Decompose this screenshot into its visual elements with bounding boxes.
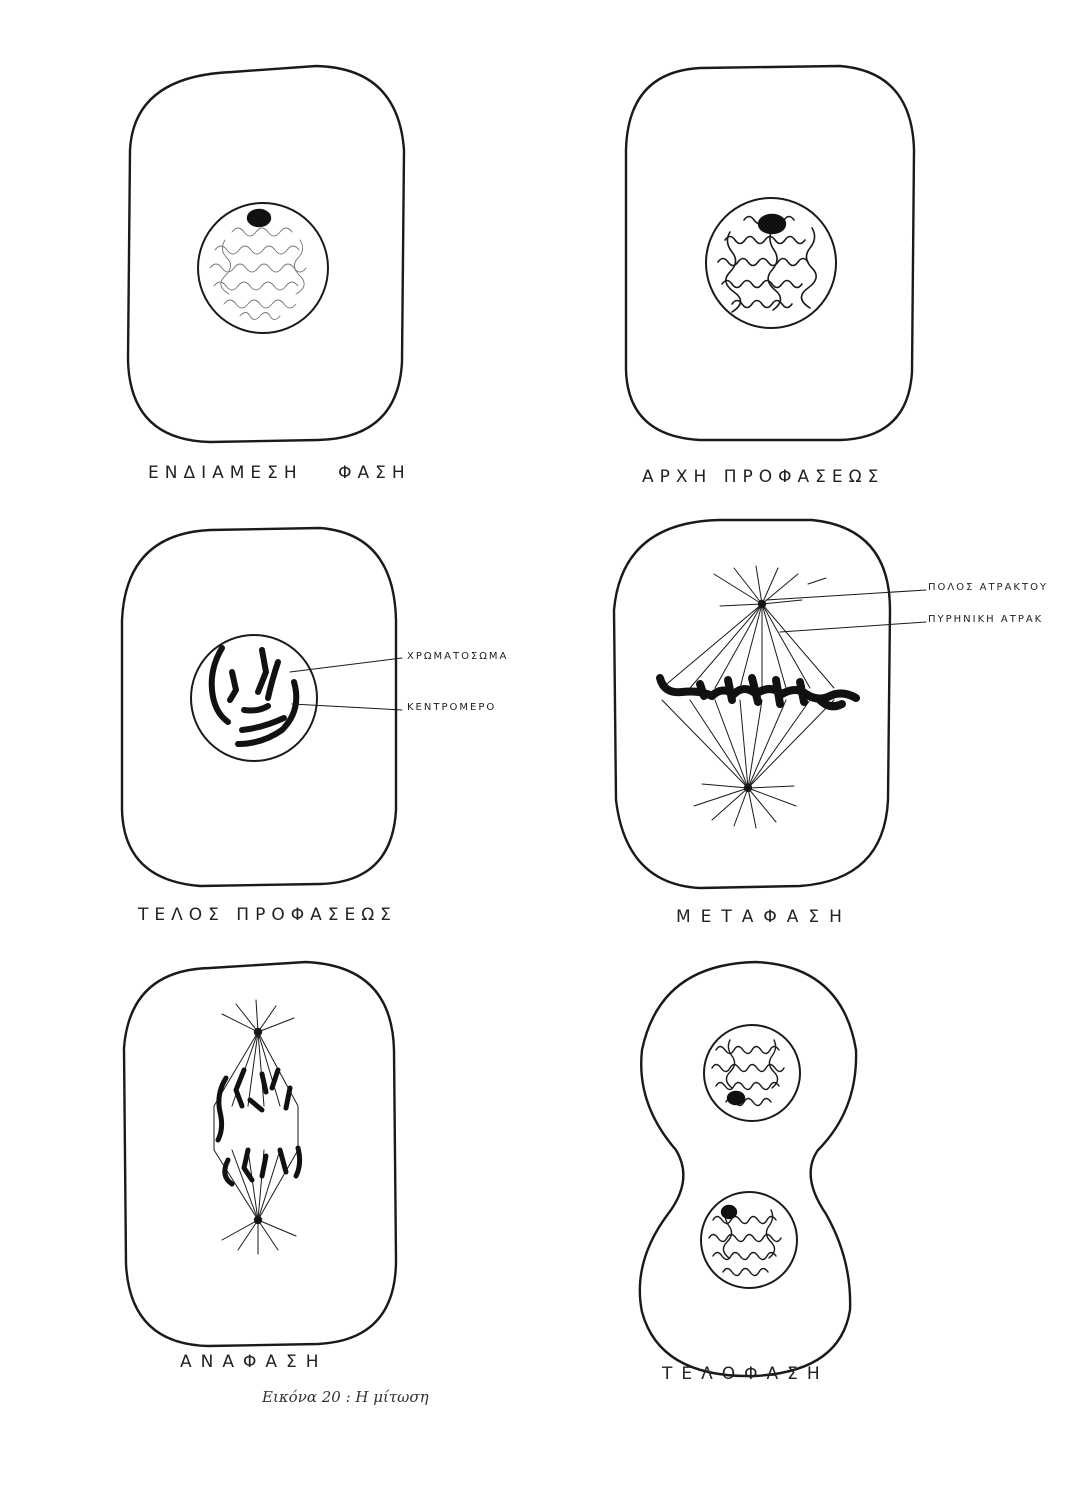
nucleolus-early-prophase (759, 215, 785, 233)
label-late-prophase: ΤΕΛΟΣ ΠΡΟΦΑΣΕΩΣ (138, 905, 397, 925)
annotation-lines-late-prophase (290, 658, 402, 710)
nucleolus-daughter-bottom (722, 1206, 736, 1218)
label-interphase: ΕΝΔΙΑΜΕΣΗ ΦΑΣΗ (148, 463, 411, 483)
annotation-spindle-pole: ΠΟΛΟΣ ΑΤΡΑΚΤΟΥ (928, 582, 1049, 593)
annotation-lines-metaphase (766, 590, 926, 632)
label-early-prophase: ΑΡΧΗ ΠΡΟΦΑΣΕΩΣ (642, 467, 885, 487)
figure-caption: Εικόνα 20 : Η μίτωση (262, 1388, 429, 1406)
spindle-pole-bottom (745, 785, 751, 791)
label-telophase: ΤΕΛΟΦΑΣΗ (662, 1364, 829, 1384)
chromatin-interphase (210, 228, 306, 320)
chromosomes-metaphase (660, 678, 856, 706)
label-anaphase: ΑΝΑΦΑΣΗ (180, 1352, 328, 1372)
daughter-nucleus-top (704, 1025, 800, 1121)
annotation-chromosome: ΧΡΩΜΑΤΟΣΩΜΑ (407, 651, 509, 662)
nucleus-interphase (198, 203, 328, 333)
cell-membrane-telophase (640, 962, 856, 1376)
chromatin-daughter-bottom (709, 1210, 781, 1276)
chromatin-daughter-top (712, 1040, 784, 1106)
spindle-anaphase (214, 1000, 298, 1254)
annotation-nuclear-spindle: ΠΥΡΗΝΙΚΗ ΑΤΡΑΚ (928, 614, 1044, 625)
annotation-centromere: ΚΕΝΤΡΟΜΕΡΟ (407, 702, 497, 713)
spindle-pole-top (759, 601, 765, 607)
nucleolus-interphase (248, 210, 270, 226)
nucleus-early-prophase (706, 198, 836, 328)
label-metaphase: ΜΕΤΑΦΑΣΗ (676, 907, 852, 927)
chromosomes-late-prophase (212, 648, 297, 744)
cell-membrane-early-prophase (626, 66, 914, 440)
daughter-nucleus-bottom (701, 1192, 797, 1288)
nucleolus-daughter-top (728, 1092, 744, 1104)
cell-membrane-interphase (128, 66, 404, 442)
cell-membrane-metaphase (614, 520, 890, 888)
nucleus-late-prophase (191, 635, 317, 761)
cell-membrane-anaphase (124, 962, 396, 1346)
spindle-pole-anaphase-bottom (255, 1217, 261, 1223)
spindle-pole-anaphase-top (255, 1029, 261, 1035)
